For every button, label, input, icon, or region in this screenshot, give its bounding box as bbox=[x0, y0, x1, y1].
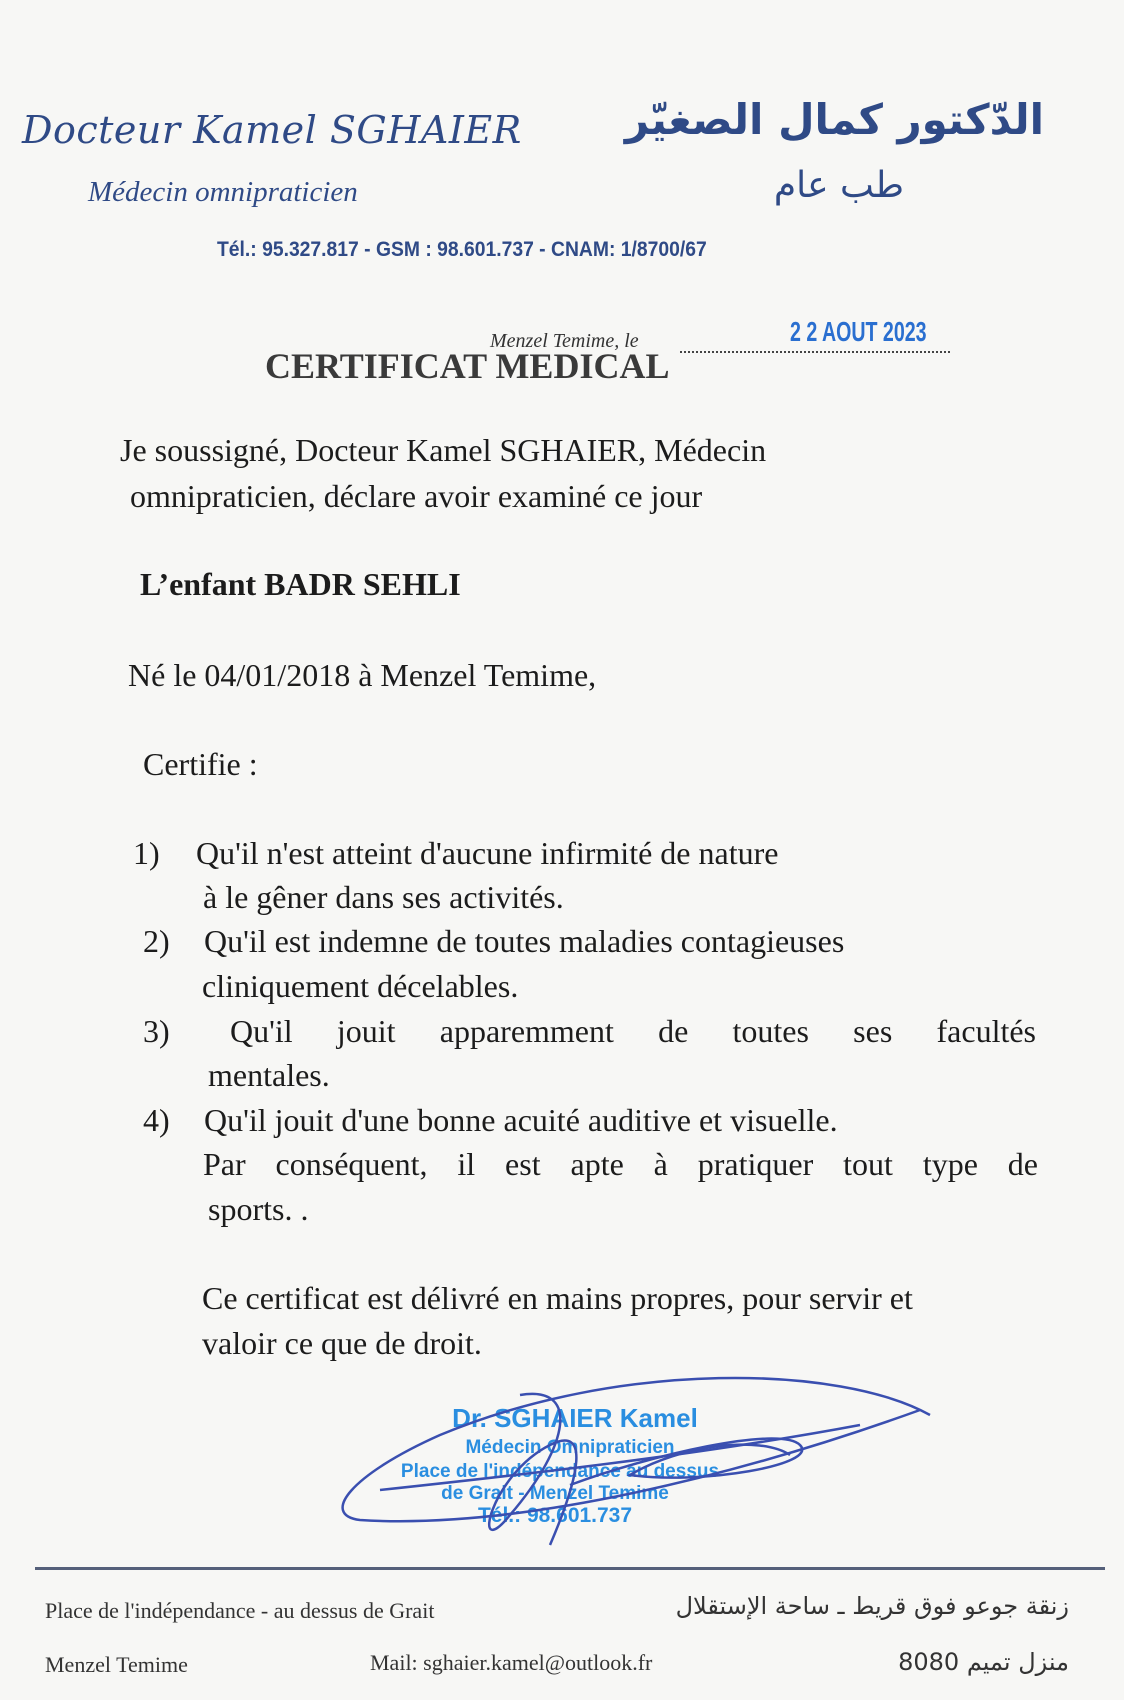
stamp-line: de Grait - Menzel Temime bbox=[441, 1483, 669, 1504]
footer-city-arabic: منزل تميم 8080 bbox=[898, 1648, 1069, 1676]
footer-address-arabic: زنقة جوعو فوق قريط ـ ساحة الإستقلال bbox=[675, 1592, 1069, 1620]
item-line: Qu'il est indemne de toutes maladies contagieuses bbox=[204, 923, 845, 959]
item-line: Qu'il n'est atteint d'aucune infirmité de nature bbox=[196, 835, 779, 871]
date-stamp: 2 2 AOUT 2023 bbox=[790, 316, 927, 347]
item-line: mentales. bbox=[208, 1057, 330, 1093]
conclusion-line-2: sports. . bbox=[208, 1191, 309, 1227]
doctor-stamp-signature bbox=[320, 1365, 940, 1565]
footer-address: Place de l'indépendance - au dessus de Grait bbox=[45, 1598, 435, 1623]
stamp-line: Médecin Omnipraticien bbox=[465, 1437, 675, 1458]
patient-name: L’enfant BADR SEHLI bbox=[140, 566, 461, 602]
closing-line-1: Ce certificat est délivré en mains propres, pour servir et bbox=[202, 1280, 913, 1316]
item-number: 1) bbox=[133, 835, 160, 871]
footer-city: Menzel Temime bbox=[45, 1652, 188, 1677]
item-line: à le gêner dans ses activités. bbox=[203, 879, 564, 915]
doctor-specialty-arabic: طب عام bbox=[773, 165, 904, 206]
stamp-line: Dr. SGHAIER Kamel bbox=[452, 1403, 698, 1433]
item-line: Qu'il jouit d'une bonne acuité auditive et visuelle. bbox=[204, 1102, 838, 1138]
intro-line-1: Je soussigné, Docteur Kamel SGHAIER, Médecin bbox=[120, 432, 767, 468]
birth-info: Né le 04/01/2018 à Menzel Temime, bbox=[128, 657, 597, 693]
doctor-name-arabic: الدّكتور كمال الصغيّر bbox=[624, 95, 1044, 144]
conclusion-line-1: Par conséquent, il est apte à pratiquer tout type de bbox=[203, 1146, 1038, 1182]
item-number: 2) bbox=[143, 923, 170, 959]
certifie-label: Certifie : bbox=[143, 746, 258, 782]
doctor-specialty: Médecin omnipraticien bbox=[88, 176, 358, 208]
closing-line-2: valoir ce que de droit. bbox=[202, 1325, 482, 1361]
item-number: 4) bbox=[143, 1102, 170, 1138]
item-number: 3) bbox=[143, 1013, 170, 1049]
date-place: Menzel Temime, le bbox=[490, 330, 639, 352]
footer-mail: Mail: sghaier.kamel@outlook.fr bbox=[370, 1650, 653, 1675]
doctor-name: Docteur Kamel SGHAIER bbox=[22, 108, 522, 152]
item-line: Qu'il jouit apparemment de toutes ses facultés bbox=[230, 1013, 1036, 1049]
document-title: CERTIFICAT MEDICAL bbox=[265, 346, 670, 386]
footer-divider bbox=[35, 1567, 1105, 1570]
stamp-line: Tél.: 98.601.737 bbox=[477, 1504, 633, 1527]
item-line: cliniquement décelables. bbox=[202, 968, 519, 1004]
stamp-line: Place de l'indépendance au dessus bbox=[400, 1461, 720, 1482]
contact-line: Tél.: 95.327.817 - GSM : 98.601.737 - CNAM: 1/8700/67 bbox=[217, 238, 707, 261]
intro-line-2: omnipraticien, déclare avoir examiné ce jour bbox=[130, 478, 703, 514]
